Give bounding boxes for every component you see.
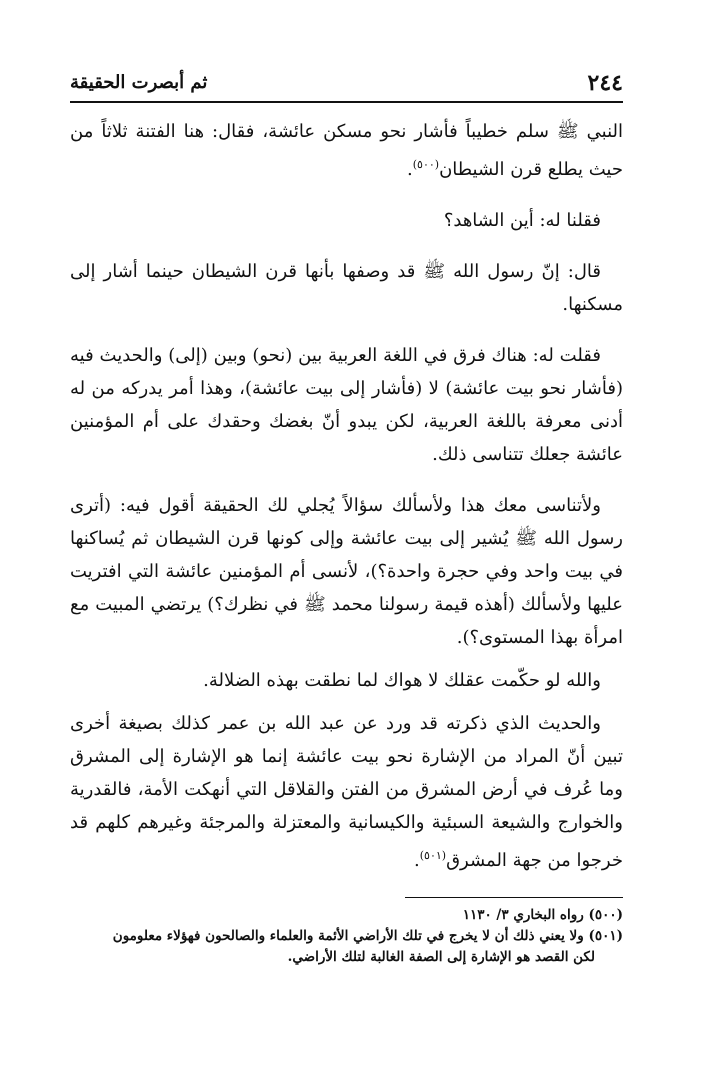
page-header [70, 70, 623, 100]
paragraph-1-end: . [407, 159, 413, 180]
footnote-501: (٥٠١) ولا يعني ذلك أن لا يخرج في تلك الأراضي الأئمة والعلماء والصالحون فهؤلاء معلومون [112, 928, 623, 944]
footnote-rule [405, 897, 623, 898]
footnote-500: (٥٠٠) رواه البخاري ٣/ ١١٣٠ [462, 907, 623, 923]
footnote-ref-501: (٥٠١) [419, 849, 447, 862]
paragraph-6: والله لو حكّمت عقلك لا هواك لما نطقت بهذه الضلالة. [203, 670, 601, 691]
paragraph-2: فقلنا له: أين الشاهد؟ [443, 210, 601, 231]
header-rule [70, 101, 623, 103]
body-text [70, 115, 623, 877]
paragraph-1 [70, 115, 623, 186]
paragraph-7-end: . [414, 850, 420, 871]
paragraph-5: ولأتناسى معك هذا ولأسألك سؤالاً يُجلي لك الحقيقة أقول فيه: (أترى رسول الله ﷺ يُشير إلى بيت عائشة وإلى كونها قرن الشيطان ثم يُساكنها في بيت واحد وفي حجرة واحدة؟)، لأنسى أم المؤمنين عائشة التي افتريت عليها ولأسألك (أهذه قيمة رسولنا محمد ﷺ في نظرك؟) يرتضي المبيت مع امرأة بهذا المستوى؟). [70, 495, 623, 648]
footnotes [70, 905, 623, 968]
paragraph-7 [70, 707, 623, 877]
paragraph-3: قال: إنّ رسول الله ﷺ قد وصفها بأنها قرن الشيطان حينما أشار إلى مسكنها. [70, 261, 623, 315]
running-title: ثم أبصرت الحقيقة [70, 72, 208, 93]
paragraph-7-text: والحديث الذي ذكرته قد ورد عن عبد الله بن عمر كذلك بصيغة أخرى تبين أنّ المراد من الإشارة نحو بيت عائشة إنما هو الإشارة إلى المشرق وما عُرف في أرض المشرق من الفتن والقلاقل التي أنهكت الأمة، فالقدرية والخوارج والشيعة السبئية والكيسانية والمعتزلة والمرجئة وغيرهم كلهم قد خرجوا من جهة المشرق [70, 713, 623, 871]
footnote-ref-500: (٥٠٠) [412, 158, 440, 171]
page-number: ٢٤٤ [587, 70, 623, 96]
footnote-501-continued: لكن القصد هو الإشارة إلى الصفة الغالبة لتلك الأراضي. [287, 949, 595, 965]
paragraph-4: فقلت له: هناك فرق في اللغة العربية بين (نحو) وبين (إلى) والحديث فيه (فأشار نحو بيت عائشة) لا (فأشار إلى بيت عائشة)، وهذا أمر يدركه من له أدنى معرفة باللغة العربية، لكن يبدو أنّ بغضك وحقدك على أم المؤمنين عائشة جعلك تتناسى ذلك. [70, 345, 623, 465]
paragraph-1-text: النبي ﷺ سلم خطيباً فأشار نحو مسكن عائشة، فقال: هنا الفتنة ثلاثاً من حيث يطلع قرن الشيطان [70, 121, 623, 180]
